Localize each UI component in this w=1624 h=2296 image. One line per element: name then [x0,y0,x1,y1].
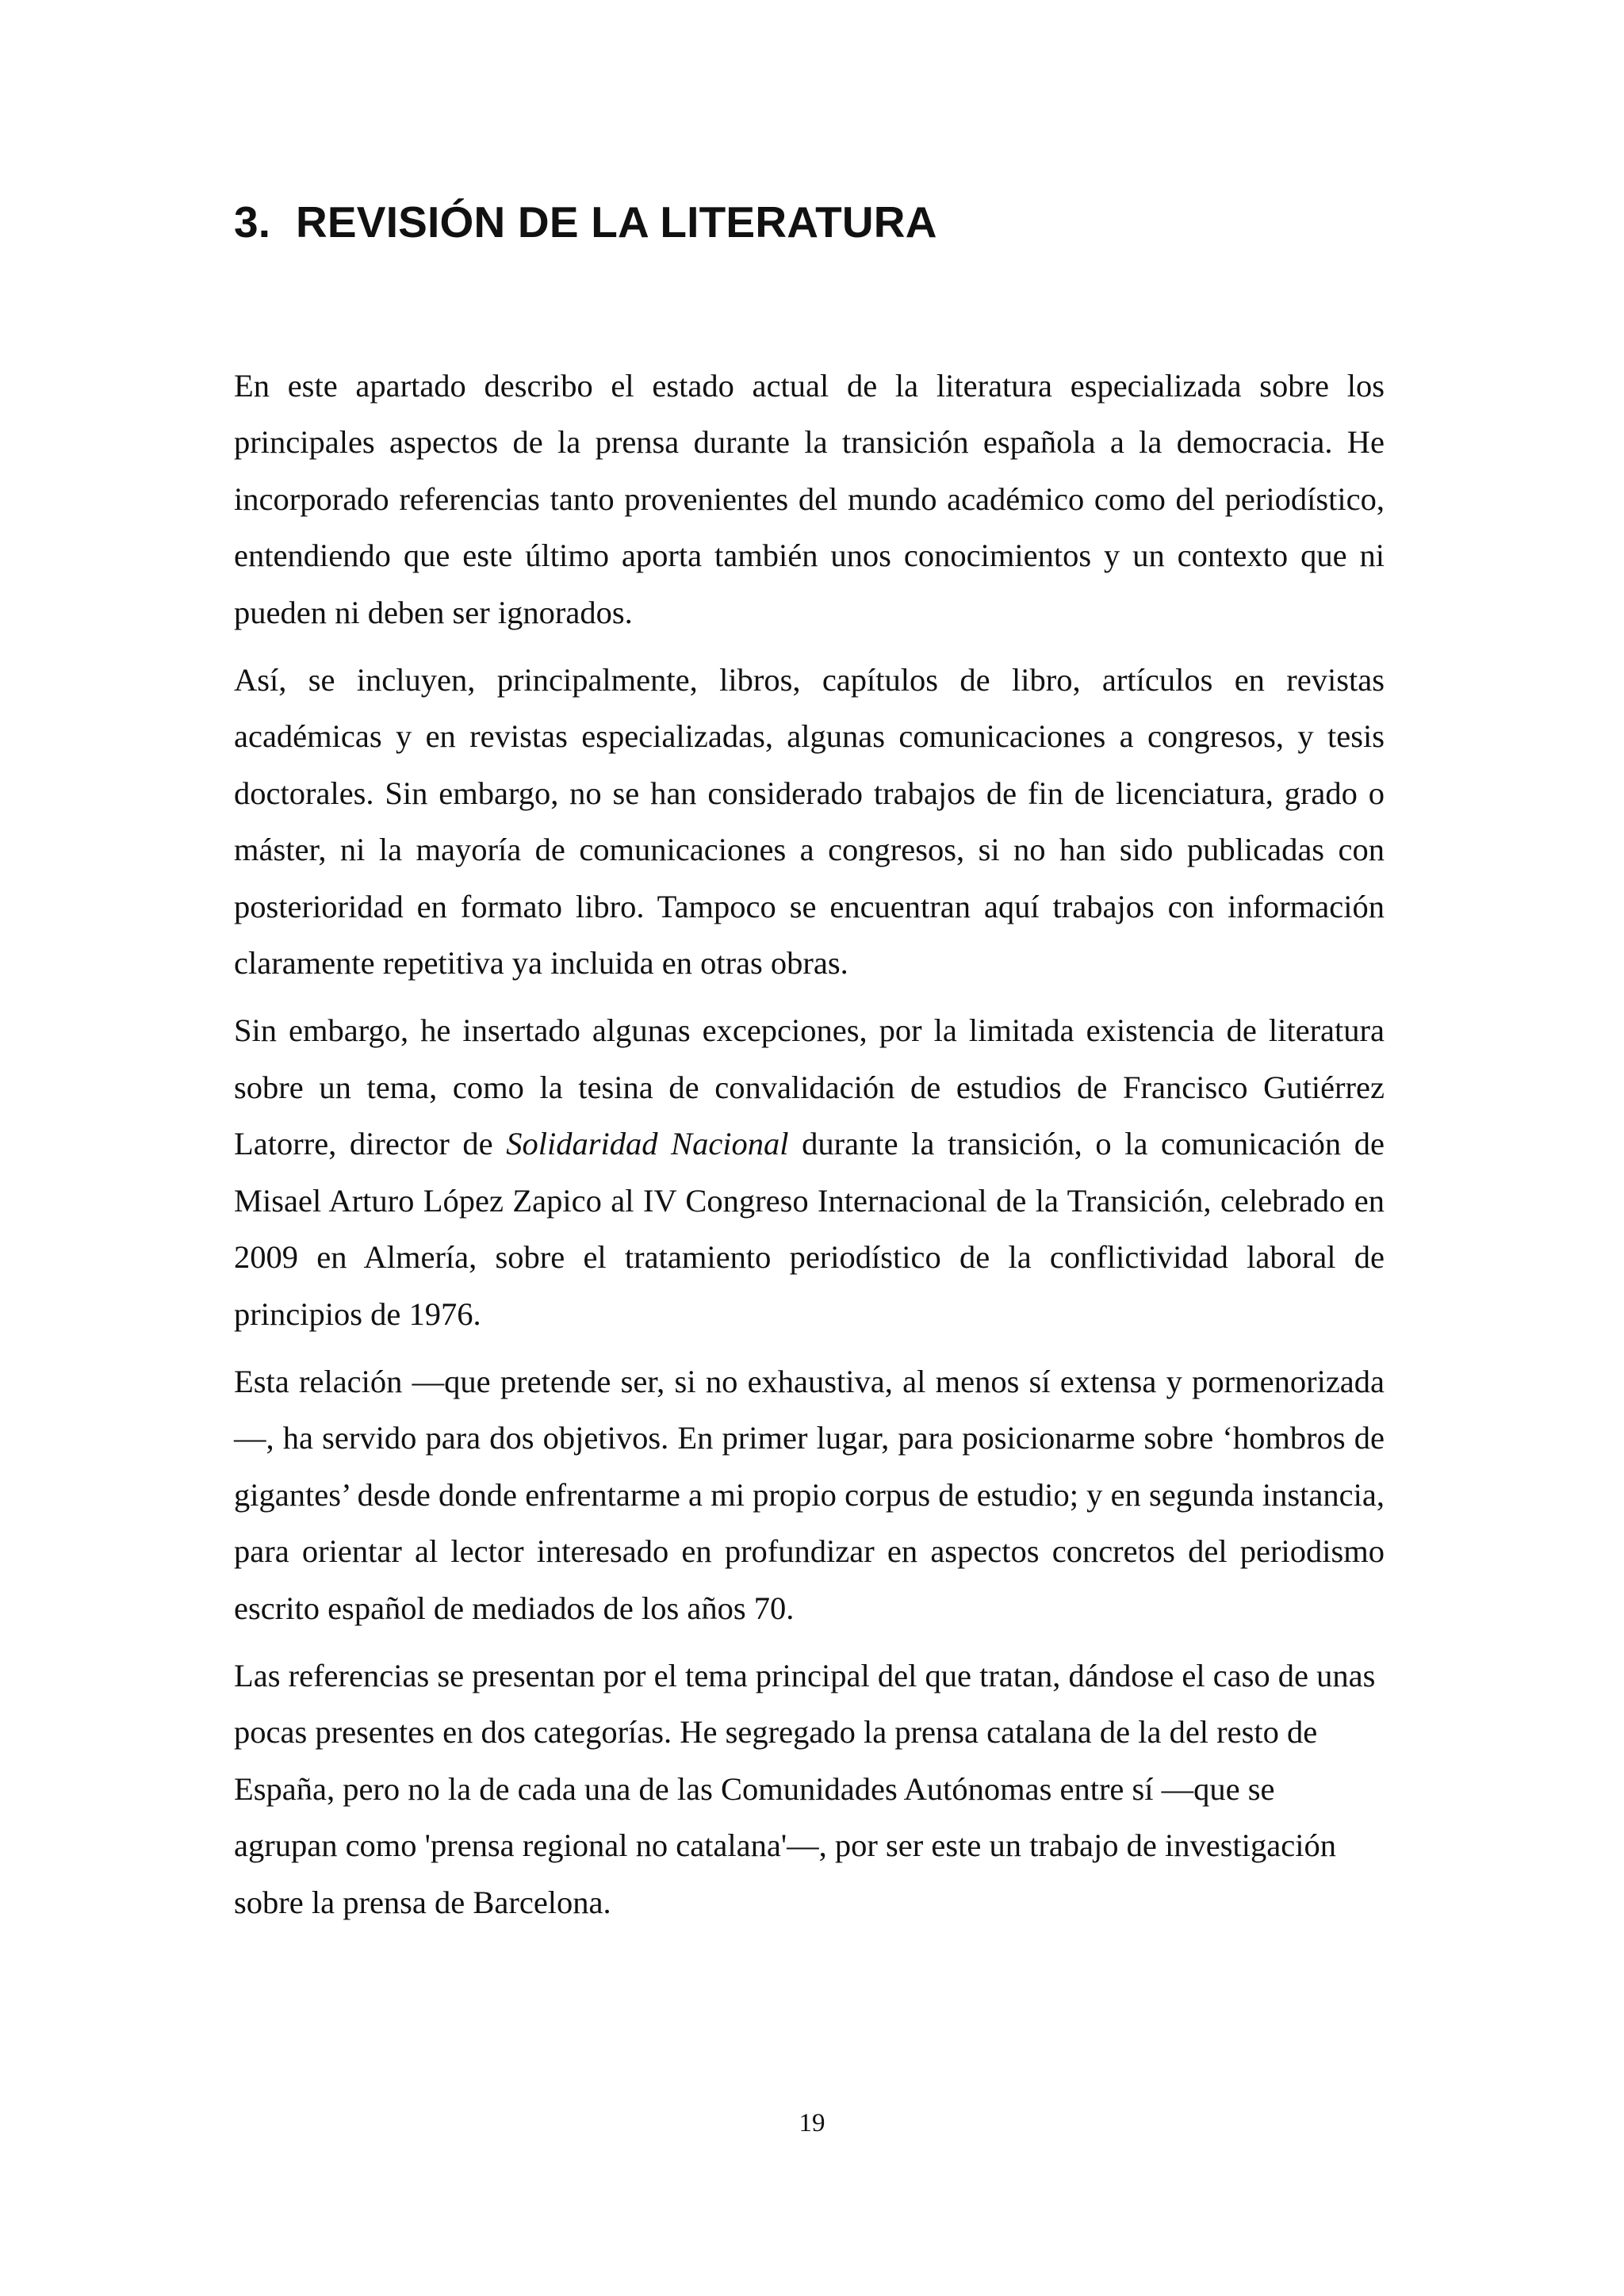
paragraph-2: Así, se incluyen, principalmente, libros, capítulos de libro, artículos en revistas académicas y en revistas especializadas, algunas comunicaciones a congresos, y tesis doctorales. Sin embargo, no se han considerado trabajos de fin de licenciatura, grado o máster, ni la mayoría de comunicaciones a congresos, si no han sido publicadas con posterioridad en formato libro. Tampoco se encuentran aquí trabajos con información claramente repetitiva ya incluida en otras obras. [234,662,1385,982]
paragraph-5: Las referencias se presentan por el tema principal del que tratan, dándose el caso de unas pocas presentes en dos categorías. He segregado la prensa catalana de la del resto de España, pero no la de cada una de las Comunidades Autónomas entre sí —que se agrupan como 'prensa regional no catalana'—, por ser este un trabajo de investigación sobre la prensa de Barcelona. [234,1657,1376,1920]
paragraph-4: Esta relación —que pretende ser, si no exhaustiva, al menos sí extensa y pormenorizada—, ha servido para dos objetivos. En primer lugar, para posicionarme sobre ‘hombros de gigantes’ desde donde enfrentarme a mi propio corpus de estudio; y en segunda instancia, para orientar al lector interesado en profundizar en aspectos concretos del periodismo escrito español de mediados de los años 70. [234,1363,1385,1626]
paragraph-3 [234,1002,1385,1341]
paragraph-3-text-after: durante la transición, o la comunicación de Misael Arturo López Zapico al IV Congreso Internacional de la Transición, celebrado en 2009 en Almería, sobre el tratamiento periodístico de la conflictividad laboral de principios de 1976. [234,1126,1385,1332]
section-number: 3. [234,197,271,247]
paragraph-1: En este apartado describo el estado actual de la literatura especializada sobre los principales aspectos de la prensa durante la transición española a la democracia. He incorporado referencias tanto provenientes del mundo académico como del periodístico, entendiendo que este último aporta también unos conocimientos y un contexto que ni pueden ni deben ser ignorados. [234,368,1385,630]
newspaper-title-italic: Solidaridad Nacional [506,1126,789,1162]
section-heading [234,194,937,250]
body-text [234,358,1385,1942]
page-number: 19 [799,2109,825,2137]
paragraph-3-text-before: Sin embargo, he insertado algunas excepciones, por la limitada existencia de literatura sobre un tema, como la tesina de convalidación de estudios de Francisco Gutiérrez Latorre, director de [234,1012,1385,1162]
section-title: REVISIÓN DE LA LITERATURA [296,197,937,247]
